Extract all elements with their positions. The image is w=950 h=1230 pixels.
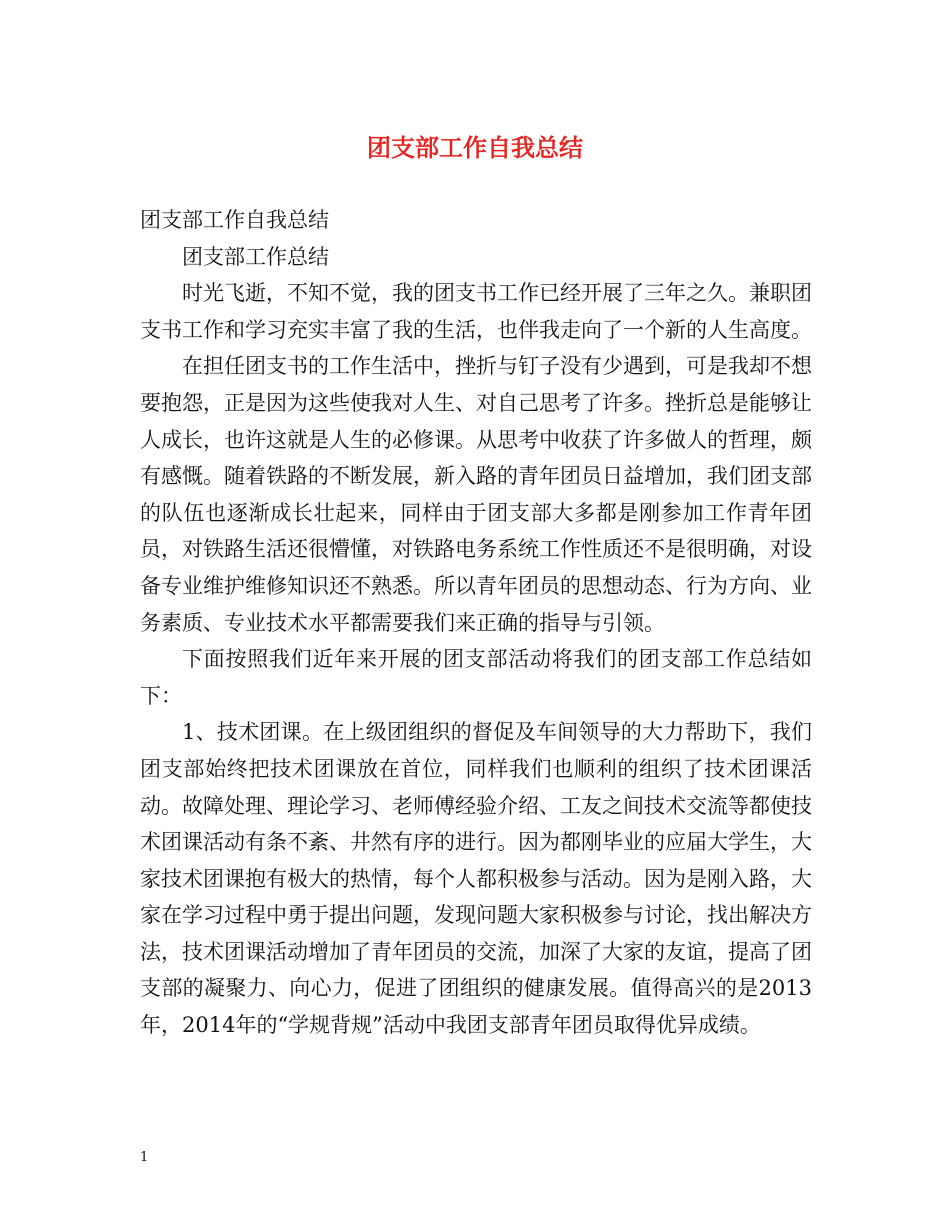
page-number: 1 xyxy=(140,1150,149,1165)
paragraph-subheading: 团支部工作总结 xyxy=(182,244,329,269)
paragraph-technical-class: 1、技术团课。在上级团组织的督促及车间领导的大力帮助下，我们团支部始终把技术团课放在首位，同样我们也顺利的组织了技术团课活动。故障处理、理论学习、老师傅经验介绍、工友之间技术交流等都使技术团课活动有条不紊、井然有序的进行。因为都刚毕业的应届大学生，大家技术团课抱有极大的热情，每个人都积极参与活动。因为是刚入路，大家在学习过程中勇于提出问题，发现问题大家积极参与讨论，找出解决方法，技术团课活动增加了青年团员的交流，加深了大家的友谊，提高了团支部的凝聚力、向心力，促进了团组织的健康发展。值得高兴的是2013年，2014年的“学规背规”活动中我团支部青年团员取得优异成绩。 xyxy=(140,720,812,1038)
paragraph-reflection: 在担任团支书的工作生活中，挫折与钉子没有少遇到，可是我却不想要抱怨，正是因为这些使我对人生、对自己思考了许多。挫折总是能够让人成长，也许这就是人生的必修课。从思考中收获了许多做人的哲理，颇有感慨。随着铁路的不断发展，新入路的青年团员日益增加，我们团支部的队伍也逐渐成长壮起来，同样由于团支部大多都是刚参加工作青年团员，对铁路生活还很懵懂，对铁路电务系统工作性质还不是很明确，对设备专业维护维修知识还不熟悉。所以青年团员的思想动态、行为方向、业务素质、专业技术水平都需要我们来正确的指导与引领。 xyxy=(140,354,812,635)
document-body xyxy=(140,202,812,1044)
paragraph-intro: 时光飞逝，不知不觉，我的团支书工作已经开展了三年之久。兼职团支书工作和学习充实丰富了我的生活，也伴我走向了一个新的人生高度。 xyxy=(140,281,812,342)
document-title: 团支部工作自我总结 xyxy=(367,133,583,162)
paragraph-heading: 团支部工作自我总结 xyxy=(140,208,329,232)
paragraph-summary-lead: 下面按照我们近年来开展的团支部活动将我们的团支部工作总结如下： xyxy=(140,647,812,708)
